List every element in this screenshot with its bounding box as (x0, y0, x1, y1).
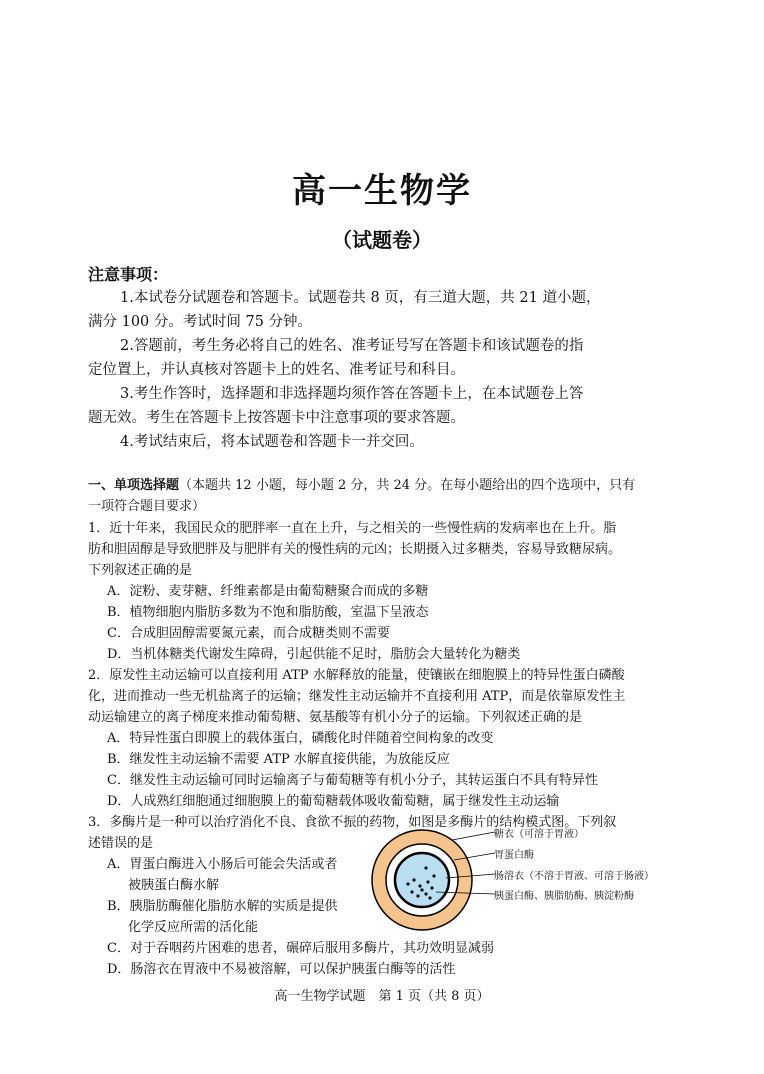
section-note-2: 一项符合题目要求） (88, 499, 206, 514)
option-c: C．对于吞咽药片困难的患者，碾碎后服用多酶片，其功效明显减弱 (107, 941, 494, 956)
figure-label-enzymes: 胰蛋白酶、胰脂肪酶、胰淀粉酶 (494, 891, 634, 902)
option-c: C．继发性主动运输可同时运输离子与葡萄糖等有机小分子，其转运蛋白不具有特异性 (107, 773, 598, 788)
option-b: B．胰脂肪酶催化脂肪水解的实质是提供 (107, 899, 338, 914)
question-stem: 动运输建立的离子梯度来推动葡萄糖、氨基酸等有机小分子的运输。下列叙述正确的是 (88, 710, 583, 725)
figure-label-pepsin: 胃蛋白酶 (494, 850, 534, 861)
notice-line: 题无效。考生在答题卡上按答题卡中注意事项的要求答题。 (88, 410, 465, 426)
question-stem: 述错误的是 (88, 836, 154, 851)
question-stem: 1．近十年来，我国民众的肥胖率一直在上升，与之相关的一些慢性病的发病率也在上升。脂 (88, 521, 617, 536)
question-stem: 下列叙述正确的是 (88, 563, 193, 578)
question-stem: 3．多酶片是一种可以治疗消化不良、食欲不振的药物，如图是多酶片的结构模式图。下列叙 (88, 815, 617, 830)
option-c: C．合成胆固醇需要氮元素，而合成糖类则不需要 (107, 626, 390, 641)
notice-line: 3.考生作答时，选择题和非选择题均须作答在答题卡上，在本试题卷上答 (120, 386, 584, 402)
section-heading-row (88, 475, 635, 496)
figure-label-enteric-coat: 肠溶衣（不溶于胃液、可溶于肠液） (494, 871, 654, 882)
option-a-cont: 被胰蛋白酶水解 (128, 878, 220, 893)
notice-line: 定位置上，并认真核对答题卡上的姓名、准考证号和科目。 (88, 362, 465, 378)
section-note: （本题共 12 小题，每小题 2 分，共 24 分。在每小题给出的四个选项中，只有 (179, 478, 636, 493)
notice-line: 1.本试卷分试题卷和答题卡。试题卷共 8 页，有三道大题，共 21 道小题， (120, 290, 601, 306)
notice-heading: 注意事项： (88, 265, 169, 284)
option-b: B．继发性主动运输不需要 ATP 水解直接供能，为放能反应 (107, 752, 450, 767)
multienzyme-tablet-diagram (370, 820, 495, 940)
page-title: 高一生物学 (292, 171, 472, 211)
page-subtitle: （试题卷） (332, 228, 432, 252)
leader-line (452, 832, 495, 840)
enteric-coat-core (395, 853, 449, 907)
option-a: A．胃蛋白酶进入小肠后可能会失活或者 (107, 857, 338, 872)
notice-line: 4.考试结束后，将本试题卷和答题卡一并交回。 (120, 434, 424, 450)
figure-label-sugar-coat: 糖衣（可溶于胃液） (494, 829, 584, 840)
option-b: B．植物细胞内脂肪多数为不饱和脂肪酸，室温下呈液态 (107, 605, 429, 620)
question-stem: 化，进而推动一些无机盐离子的运输；继发性主动运输并不直接利用 ATP，而是依靠原发性主 (88, 689, 626, 704)
question-stem: 2．原发性主动运输可以直接利用 ATP 水解释放的能量，使镶嵌在细胞膜上的特异性蛋白磷酸 (88, 668, 625, 683)
option-a: A．特异性蛋白即膜上的载体蛋白，磷酸化时伴随着空间构象的改变 (107, 731, 494, 746)
option-b-cont: 化学反应所需的活化能 (128, 920, 259, 935)
option-d: D．肠溶衣在胃液中不易被溶解，可以保护胰蛋白酶等的活性 (107, 962, 456, 977)
notice-line: 满分 100 分。考试时间 75 分钟。 (88, 314, 313, 330)
option-d: D．人成熟红细胞通过细胞膜上的葡萄糖载体吸收葡萄糖，属于继发性主动运输 (107, 794, 560, 809)
section-heading: 一、单项选择题 (88, 478, 180, 493)
notice-line: 2.答题前，考生务必将自己的姓名、准考证号写在答题卡和该试题卷的指 (120, 338, 584, 354)
question-stem: 肪和胆固醇是导致肥胖及与肥胖有关的慢性病的元凶；长期摄入过多糖类，容易导致糖尿病。 (88, 542, 622, 557)
option-a: A．淀粉、麦芽糖、纤维素都是由葡萄糖聚合而成的多糖 (107, 584, 429, 599)
option-d: D．当机体糖类代谢发生障碍，引起供能不足时，脂肪会大量转化为糖类 (107, 647, 521, 662)
page-footer: 高一生物学试题 第 1 页（共 8 页） (274, 989, 490, 1004)
